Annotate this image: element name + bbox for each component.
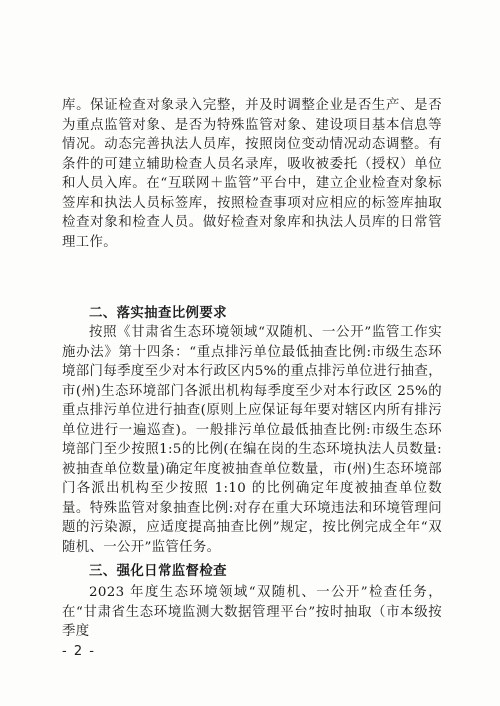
paragraph-sampling-ratio: 按照《甘肃省生态环境领域“双随机、一公开”监管工作实施办法》第十四条：“重点排污单位最低抽查比例:市级生态环境部门每季度至少对本行政区内5%的重点排污单位进行抽查，市(州)生态环境部门各派出机构每季度至少对本行政区 25%的重点排污单位进行抽查(原则上应保证每年要对辖区内所有排污单位进行一遍巡查)。一般排污单位最低抽查比例:市级生态环境部门至少按照1:5的比例(在编在岗的生态环境执法人员数量:被抽查单位数量)确定年度被抽查单位数量，市(州)生态环境部门各派出机构至少按照 1:10 的比例确定年度被抽查单位数量。特殊监管对象抽查比例:对存在重大环境违法和环境管理问题的污染源，应适度提高抽查比例”规定，按比例完成全年“双随机、一公开”监管任务。 xyxy=(62,325,442,555)
page-number: - 2 - xyxy=(62,644,96,659)
paragraph-continued: 库。保证检查对象录入完整，并及时调整企业是否生产、是否为重点监管对象、是否为特殊监管对象、建设项目基本信息等情况。动态完善执法人员库，按照岗位变动情况动态调整。有条件的可建立辅助检查人员名录库，吸收被委托（授权）单位和人员入库。在“互联网＋监管”平台中，建立企业检查对象标签库和执法人员标签库，按照检查事项对应相应的标签库抽取检查对象和检查人员。做好检查对象库和执法人员库的日常管理工作。 xyxy=(62,98,442,250)
paragraph-daily-supervision: 2023 年度生态环境领域“双随机、一公开”检查任务，在“甘肃省生态环境监测大数据管理平台”按时抽取（市本级按季度 xyxy=(62,585,442,639)
section-heading-3: 三、强化日常监督检查 xyxy=(89,564,227,579)
section-heading-2: 二、落实抽查比例要求 xyxy=(89,306,227,321)
